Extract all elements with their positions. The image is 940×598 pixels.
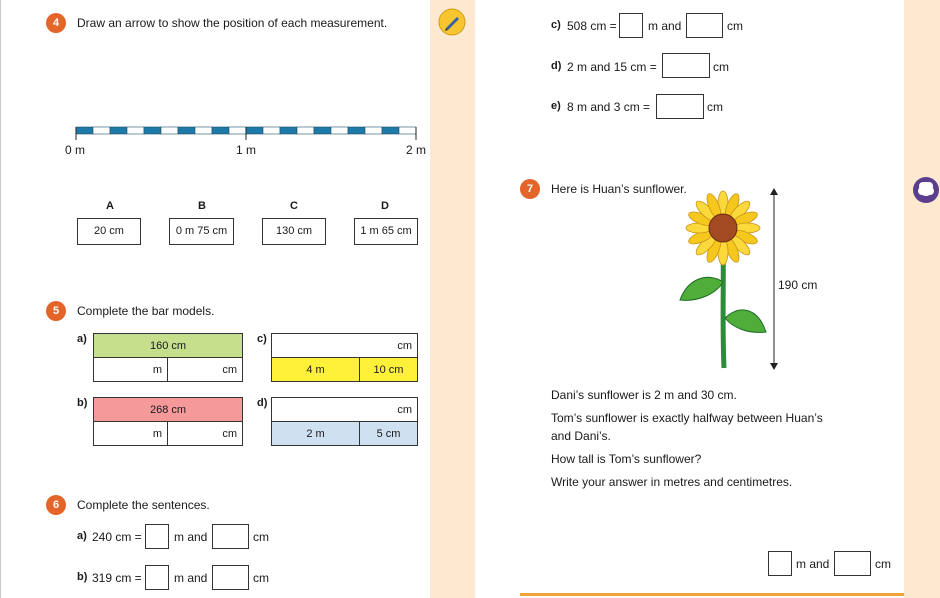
bar-model-d-part-metres: 2 m: [271, 421, 360, 446]
q5-instruction: Complete the bar models.: [77, 304, 215, 318]
q7-text-tom-line1: Tom’s sunflower is exactly halfway between Huan’s: [551, 411, 823, 425]
measurement-letter-a: A: [106, 200, 114, 212]
ruler-label-0m: 0 m: [65, 143, 86, 157]
q7-intro: Here is Huan’s sunflower.: [551, 182, 687, 196]
q7-answer-middle: m and: [796, 557, 830, 571]
sentence-d-prefix: 2 m and 15 cm =: [567, 60, 657, 74]
metre-ruler: [75, 126, 417, 140]
sentence-b-middle: m and: [174, 571, 208, 585]
sentence-c-centimetres-input[interactable]: [686, 13, 723, 38]
bar-model-label-a: a): [77, 333, 87, 345]
q7-text-dani: Dani’s sunflower is 2 m and 30 cm.: [551, 388, 737, 402]
ruler-segment: [195, 127, 212, 134]
ruler-segment: [365, 127, 382, 134]
measurement-box-b: 0 m 75 cm: [169, 218, 234, 245]
bar-model-label-c: c): [257, 333, 267, 345]
ruler-segment: [314, 127, 331, 134]
q6-instruction: Complete the sentences.: [77, 498, 210, 512]
sentence-label-c: c): [551, 19, 561, 31]
thought-bubble-icon[interactable]: [912, 175, 940, 205]
q7-text-tom-line2: and Dani’s.: [551, 429, 611, 443]
ruler-segment: [399, 127, 416, 134]
measurement-letter-d: D: [381, 200, 389, 212]
q7-answer-instruction: Write your answer in metres and centimetres.: [551, 475, 793, 489]
bar-model-c-part-metres: 4 m: [271, 357, 360, 382]
q7-metres-input[interactable]: [768, 551, 792, 576]
sentence-d-centimetres-input[interactable]: [662, 53, 710, 78]
sentence-b-centimetres-input[interactable]: [212, 565, 249, 590]
bottom-rule: [520, 593, 904, 596]
sentence-c-prefix: 508 cm =: [567, 19, 617, 33]
measurement-letter-b: B: [198, 200, 206, 212]
sentence-b-prefix: 319 cm =: [92, 571, 142, 585]
question-number-5: 5: [46, 301, 66, 321]
sentence-d-suffix: cm: [713, 60, 729, 74]
question-number-4: 4: [46, 13, 66, 33]
ruler-segment: [76, 127, 93, 134]
sentence-a-prefix: 240 cm =: [92, 530, 142, 544]
sentence-c-suffix: cm: [727, 19, 743, 33]
sentence-c-metres-input[interactable]: [619, 13, 643, 38]
bar-model-c-part-centimetres: 10 cm: [359, 357, 418, 382]
bar-model-d-total-cell[interactable]: cm: [271, 397, 418, 422]
sentence-b-metres-input[interactable]: [145, 565, 169, 590]
bar-model-a-total: 160 cm: [93, 333, 243, 358]
sentence-e-centimetres-input[interactable]: [656, 94, 704, 119]
bar-model-c-total-cell[interactable]: cm: [271, 333, 418, 358]
sentence-e-prefix: 8 m and 3 cm =: [567, 100, 651, 114]
ruler-segment: [297, 127, 314, 134]
ruler-segment: [110, 127, 127, 134]
q7-answer-suffix: cm: [875, 557, 891, 571]
sentence-label-e: e): [551, 100, 561, 112]
pencil-icon[interactable]: [438, 8, 466, 36]
sentence-a-suffix: cm: [253, 530, 269, 544]
q7-question: How tall is Tom’s sunflower?: [551, 452, 702, 466]
bar-model-label-b: b): [77, 397, 88, 409]
bar-model-b-total: 268 cm: [93, 397, 243, 422]
ruler-label-1m: 1 m: [236, 143, 257, 157]
ruler-segment: [178, 127, 195, 134]
bar-model-a-centimetres-cell[interactable]: cm: [167, 357, 243, 382]
sentence-c-middle: m and: [648, 19, 682, 33]
ruler-label-2m: 2 m: [406, 143, 427, 157]
ruler-segment: [263, 127, 280, 134]
ruler-segment: [127, 127, 144, 134]
bar-model-d-part-centimetres: 5 cm: [359, 421, 418, 446]
sentence-e-suffix: cm: [707, 100, 723, 114]
page-edge-left: [0, 0, 1, 598]
right-margin: [904, 0, 940, 598]
sentence-a-metres-input[interactable]: [145, 524, 169, 549]
q4-instruction: Draw an arrow to show the position of each measurement.: [77, 16, 388, 30]
question-number-6: 6: [46, 495, 66, 515]
sentence-a-middle: m and: [174, 530, 208, 544]
measurement-box-d: 1 m 65 cm: [354, 218, 418, 245]
measurement-box-c: 130 cm: [262, 218, 326, 245]
sentence-b-suffix: cm: [253, 571, 269, 585]
ruler-segment: [93, 127, 110, 134]
bar-model-b-metres-cell[interactable]: m: [93, 421, 168, 446]
bar-model-b-centimetres-cell[interactable]: cm: [167, 421, 243, 446]
ruler-segment: [144, 127, 161, 134]
sentence-label-d: d): [551, 60, 562, 72]
sunflower-height-label: 190 cm: [778, 278, 818, 292]
ruler-segment: [161, 127, 178, 134]
ruler-segment: [348, 127, 365, 134]
sentence-a-centimetres-input[interactable]: [212, 524, 249, 549]
sunflower-image: [678, 190, 770, 370]
bar-model-a-metres-cell[interactable]: m: [93, 357, 168, 382]
sentence-label-b: b): [77, 571, 88, 583]
measurement-letter-c: C: [290, 200, 298, 212]
question-number-7: 7: [520, 179, 540, 199]
measurement-box-a: 20 cm: [77, 218, 141, 245]
ruler-segment: [246, 127, 263, 134]
ruler-segment: [280, 127, 297, 134]
page-gutter: [430, 0, 475, 598]
q7-centimetres-input[interactable]: [834, 551, 871, 576]
ruler-segment: [331, 127, 348, 134]
ruler-segment: [229, 127, 246, 134]
sentence-label-a: a): [77, 530, 87, 542]
ruler-segment: [382, 127, 399, 134]
bar-model-label-d: d): [257, 397, 268, 409]
ruler-segment: [212, 127, 229, 134]
